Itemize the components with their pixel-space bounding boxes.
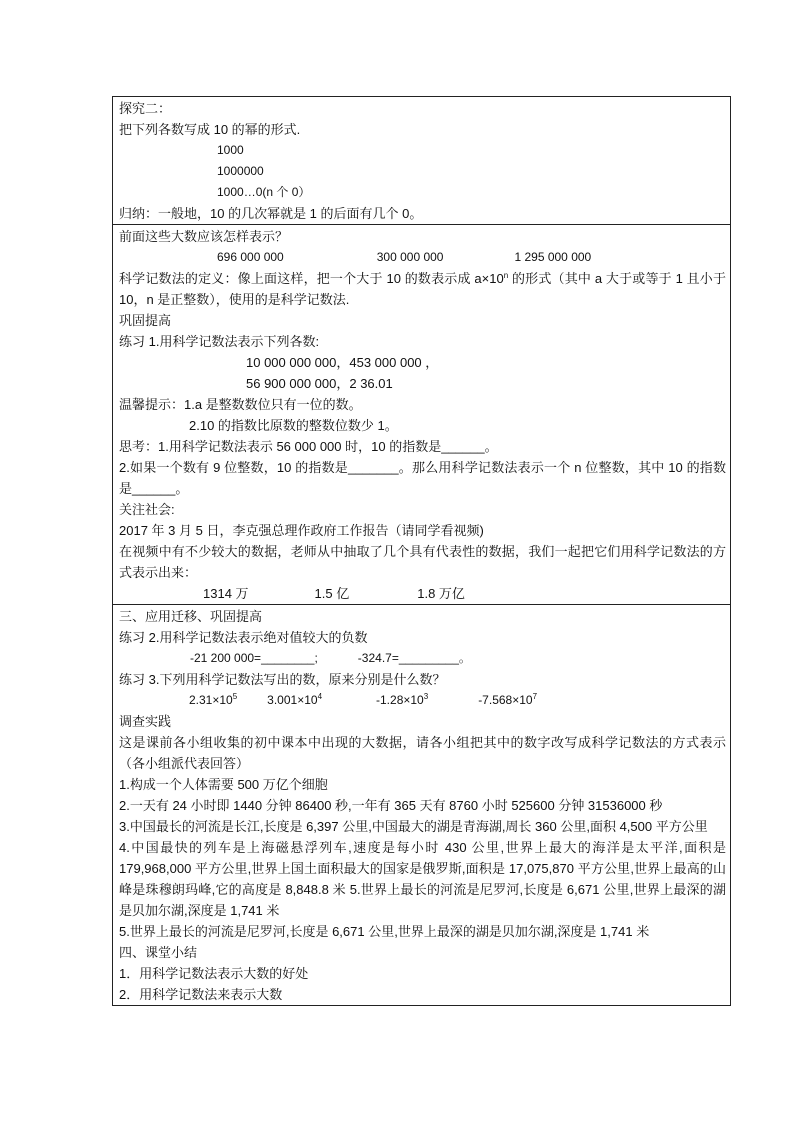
explore-two-summary: 归纳：一般地，10 的几次幂就是 1 的后面有几个 0。: [119, 206, 423, 221]
scientific-notation-definition: 科学记数法的定义：像上面这样，把一个大于 10 的数表示成 $a\times 10^n$ 的形式（其中 a 大于或等于 1 且小于 10，n 是正整数），使用的是科学记数法.: [119, 271, 726, 307]
data-item-4: 4.中国最快的列车是上海磁悬浮列车,速度是每小时 430 公里,世界上最大的海洋是太平洋,面积是 179,968,000 平方公里,世界上国土面积最大的国家是俄罗斯,面积是 17,075,870 平方公里,世界上最高的山峰是珠穆朗玛峰,它的高度是 8,848.8 米 5.世界上最长的河流是尼罗河,长度是 6,671 公里,世界上最深的湖是贝加尔湖,深度是 1,741 米: [119, 840, 726, 918]
exercise-3-row: [119, 690, 726, 711]
explore-two-title: 探究二：: [119, 101, 172, 116]
exponent-n: n: [503, 271, 509, 280]
video-number-3: 1.8 万亿: [417, 586, 465, 601]
exercise-3-item-4: $-7.568\times 10^7$: [478, 692, 538, 707]
exercise-1-numbers-2: 56 900 000 000，2 36.01: [246, 376, 393, 391]
big-number-row: [119, 247, 726, 268]
exercise-3-item-2: $3.001\times 10^4$: [267, 692, 323, 707]
application-heading: 三、应用迁移、巩固提高: [119, 609, 263, 624]
summary-point-1: 1．用科学记数法表示大数的好处: [119, 966, 309, 981]
big-number-2: 300 000 000: [376, 250, 444, 264]
video-number-row: [119, 583, 726, 604]
power-example-1: 1000: [217, 143, 244, 157]
data-item-5: 5.世界上最长的河流是尼罗河,长度是 6,671 公里,世界上最深的湖是贝加尔湖,深度是 1,741 米: [119, 924, 650, 939]
application-cell: [113, 605, 730, 1005]
video-number-1: 1314 万: [203, 586, 249, 601]
video-number-2: 1.5 亿: [314, 586, 350, 601]
exercise-3-prompt: 练习 3.下列用科学记数法写出的数，原来分别是什么数？: [119, 672, 446, 687]
data-item-1: 1.构成一个人体需要 500 万亿个细胞: [119, 777, 328, 792]
power-example-2: 1000000: [217, 164, 264, 178]
report-date: 2017 年 3 月 5 日，李克强总理作政府工作报告（请同学看视频): [119, 523, 484, 538]
scientific-notation-cell: [113, 225, 730, 605]
survey-description: 这是课前各小组收集的初中课本中出现的大数据，请各小组把其中的数字改写成科学记数法的方式表示（各小组派代表回答）: [119, 735, 726, 771]
data-item-2: 2.一天有 24 小时即 1440 分钟 86400 秒,一年有 365 天有 8760 小时 525600 分钟 31536000 秒: [119, 798, 663, 813]
exercise-2-row: [119, 648, 726, 669]
summary-point-2: 2．用科学记数法来表示大数: [119, 987, 283, 1002]
explore-two-instruction: 把下列各数写成 10 的幂的形式.: [119, 122, 301, 137]
big-number-1: 696 000 000: [217, 250, 284, 264]
lesson-table: [112, 96, 731, 1006]
tip-1: 温馨提示：1.a 是整数数位只有一位的数。: [119, 397, 362, 412]
exercise-2-item-b: -324.7=_________。: [357, 651, 471, 665]
video-description: 在视频中有不少较大的数据，老师从中抽取了几个具有代表性的数据，我们一起把它们用科学记数法的方式表示出来：: [119, 544, 726, 580]
society-heading: 关注社会:: [119, 502, 175, 517]
exercise-3-item-3: $-1.28\times 10^3$: [376, 692, 429, 707]
exercise-1-numbers-1: 10 000 000 000，453 000 000 ，: [246, 355, 439, 370]
exercise-2-item-a: -21 200 000=________;: [190, 651, 318, 665]
summary-heading: 四、课堂小结: [119, 945, 198, 960]
power-example-3: 1000…0(n 个 0）: [217, 185, 311, 199]
data-item-3: 3.中国最长的河流是长江,长度是 6,397 公里,中国最大的湖是青海湖,周长 360 公里,面积 4,500 平方公里: [119, 819, 708, 834]
exercise-3-item-1: $2.31\times 10^5$: [189, 692, 238, 707]
big-number-question: 前面这些大数应该怎样表示？: [119, 229, 289, 244]
consolidate-heading: 巩固提高: [119, 313, 172, 328]
big-number-3: 1 295 000 000: [514, 250, 592, 264]
explore-two-cell: [113, 97, 730, 225]
survey-heading: 调查实践: [119, 714, 172, 729]
exercise-1-prompt: 练习 1.用科学记数法表示下列各数:: [119, 334, 320, 349]
think-2: 2.如果一个数有 9 位整数，10 的指数是_______。那么用科学记数法表示一个 n 位整数，其中 10 的指数是______。: [119, 460, 726, 496]
think-1: 思考：1.用科学记数法表示 56 000 000 时，10 的指数是______。: [119, 439, 498, 454]
tip-2: 2.10 的指数比原数的整数位数少 1。: [189, 418, 398, 433]
exercise-2-prompt: 练习 2.用科学记数法表示绝对值较大的负数: [119, 630, 368, 645]
